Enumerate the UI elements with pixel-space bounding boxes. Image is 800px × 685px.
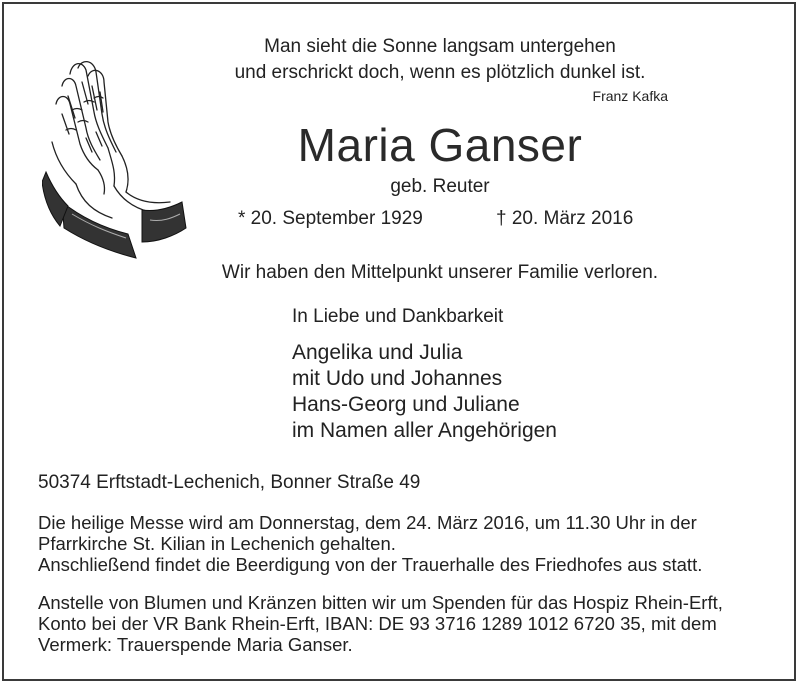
family-statement: Wir haben den Mittelpunkt unserer Familie verloren. — [221, 262, 659, 283]
mourners-intro: In Liebe und Dankbarkeit — [292, 306, 504, 327]
quote-line-1: Man sieht die Sonne langsam untergehen — [264, 36, 616, 57]
mourner-line: Hans-Georg und Juliane — [292, 393, 520, 416]
quote-line-2: und erschrickt doch, wenn es plötzlich dunkel ist. — [234, 62, 646, 83]
donation-line: Vermerk: Trauerspende Maria Ganser. — [38, 634, 353, 655]
mourner-line: Angelika und Julia — [292, 341, 463, 364]
maiden-name: geb. Reuter — [390, 176, 490, 197]
service-line: Anschließend findet die Beerdigung von der Trauerhalle des Friedhofes aus statt. — [38, 554, 703, 575]
donation-line: Konto bei der VR Bank Rhein-Erft, IBAN: DE 93 3716 1289 1012 6720 35, mit dem — [38, 613, 717, 634]
service-line: Die heilige Messe wird am Donnerstag, dem 24. März 2016, um 11.30 Uhr in der — [38, 512, 697, 533]
death-date: † 20. März 2016 — [496, 208, 634, 229]
service-line: Pfarrkirche St. Kilian in Lechenich gehalten. — [38, 533, 396, 554]
address: 50374 Erftstadt-Lechenich, Bonner Straße 49 — [38, 472, 421, 493]
deceased-name: Maria Ganser — [297, 119, 583, 171]
donation-line: Anstelle von Blumen und Kränzen bitten wir um Spenden für das Hospiz Rhein-Erft, — [38, 592, 723, 613]
mourner-line: im Namen aller Angehörigen — [292, 419, 557, 442]
mourner-line: mit Udo und Johannes — [292, 367, 503, 390]
birth-date: * 20. September 1929 — [238, 208, 423, 229]
quote-author: Franz Kafka — [592, 88, 668, 104]
praying-hands-icon — [42, 52, 188, 264]
